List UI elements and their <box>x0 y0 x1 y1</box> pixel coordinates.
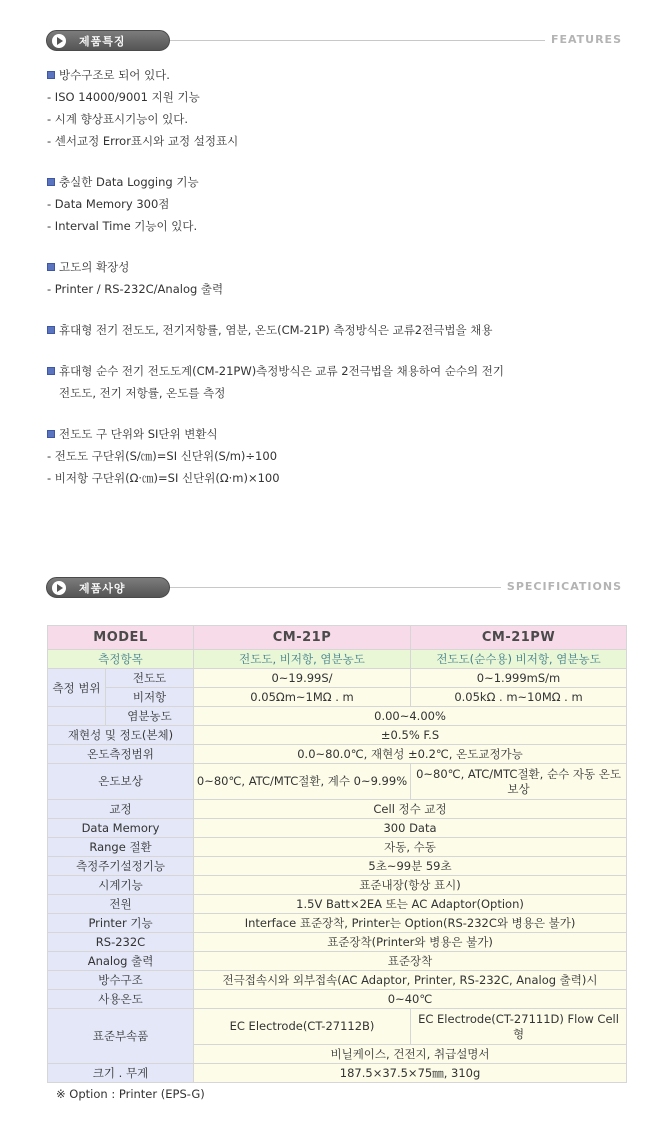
feature-group <box>47 360 627 404</box>
feature-line: - 시계 향상표시기능이 있다. <box>47 112 188 126</box>
square-bullet-icon <box>47 71 55 79</box>
table-cell: 사용온도 <box>48 990 194 1009</box>
table-cell: 시계기능 <box>48 876 194 895</box>
table-row <box>48 876 627 895</box>
features-header <box>46 30 622 52</box>
table-cell: 0.00~4.00% <box>194 707 627 726</box>
table-cell: EC Electrode(CT-27112B) <box>194 1009 411 1045</box>
table-cell: 전도도 <box>106 669 194 688</box>
table-cell: 187.5×37.5×75㎜, 310g <box>194 1064 627 1083</box>
table-cell: Range 절환 <box>48 838 194 857</box>
play-icon <box>52 34 66 48</box>
specs-header <box>46 577 622 599</box>
features-label: 제품특징 <box>79 35 126 48</box>
table-cell: ±0.5% F.S <box>194 726 627 745</box>
table-cell: 1.5V Batt×2EA 또는 AC Adaptor(Option) <box>194 895 627 914</box>
table-cell: 재현성 및 정도(본체) <box>48 726 194 745</box>
table-cell: 측정주기설정기능 <box>48 857 194 876</box>
feature-line: - Data Memory 300점 <box>47 197 170 211</box>
feature-line: - Interval Time 기능이 있다. <box>47 219 198 233</box>
table-cell: 방수구조 <box>48 971 194 990</box>
table-row <box>48 1009 627 1045</box>
model-cm21p: CM-21P <box>194 626 411 650</box>
feature-line: - ISO 14000/9001 지원 기능 <box>47 90 200 104</box>
table-row <box>48 971 627 990</box>
feature-line: - 비저항 구단위(Ω·㎝)=SI 신단위(Ω·m)×100 <box>47 471 280 485</box>
table-cell: 전도도, 비저항, 염분농도 <box>194 650 411 669</box>
table-row <box>48 626 627 650</box>
table-row <box>48 838 627 857</box>
table-cell: 표준장착 <box>194 952 627 971</box>
feature-line: - 센서교정 Error표시와 교정 설정표시 <box>47 134 239 148</box>
feature-heading: 휴대형 순수 전기 전도도계(CM-21PW)측정방식은 교류 2전극법을 채용하여 순수의 전기 <box>59 364 504 378</box>
table-row <box>48 688 627 707</box>
table-row <box>48 764 627 800</box>
table-row <box>48 895 627 914</box>
specs-label: 제품사양 <box>79 582 126 595</box>
model-header: MODEL <box>48 626 194 650</box>
specs-tag: SPECIFICATIONS <box>501 580 622 593</box>
feature-group <box>47 256 627 300</box>
table-cell: EC Electrode(CT-27111D) Flow Cell형 <box>411 1009 627 1045</box>
table-cell: 비저항 <box>106 688 194 707</box>
feature-group <box>47 171 627 237</box>
table-cell: 0.0~80.0℃, 재현성 ±0.2℃, 온도교정가능 <box>194 745 627 764</box>
feature-line: - 전도도 구단위(S/㎝)=SI 신단위(S/m)÷100 <box>47 449 278 463</box>
table-cell: 자동, 수동 <box>194 838 627 857</box>
table-cell: 비닐케이스, 건전지, 취급설명서 <box>194 1045 627 1064</box>
table-cell: Cell 정수 교정 <box>194 800 627 819</box>
table-row <box>48 650 627 669</box>
table-cell: 크기 . 무게 <box>48 1064 194 1083</box>
feature-group <box>47 319 627 341</box>
table-cell: 0~1.999mS/m <box>411 669 627 688</box>
table-cell: 전극접속시와 외부접속(AC Adaptor, Printer, RS-232C, Analog 출력)시 <box>194 971 627 990</box>
table-row <box>48 800 627 819</box>
feature-heading: 전도도 구 단위와 SI단위 변환식 <box>59 427 218 441</box>
table-cell: Data Memory <box>48 819 194 838</box>
option-note: ※ Option : Printer (EPS-G) <box>56 1087 205 1101</box>
table-cell: 염분농도 <box>106 707 194 726</box>
feature-line: 전도도, 전기 저항률, 온도를 측정 <box>59 386 226 400</box>
square-bullet-icon <box>47 430 55 438</box>
specs-tab <box>46 577 170 598</box>
feature-group <box>47 64 627 152</box>
table-cell: 0~19.99S/ <box>194 669 411 688</box>
table-cell: 0~40℃ <box>194 990 627 1009</box>
table-row <box>48 726 627 745</box>
table-cell: 표준장착(Printer와 병용은 불가) <box>194 933 627 952</box>
features-tag: FEATURES <box>545 33 622 46</box>
play-icon <box>52 581 66 595</box>
table-cell: 표준부속품 <box>48 1009 194 1064</box>
table-cell: 전원 <box>48 895 194 914</box>
square-bullet-icon <box>47 326 55 334</box>
feature-heading: 충실한 Data Logging 기능 <box>59 175 199 189</box>
table-cell: 전도도(순수용) 비저항, 염분농도 <box>411 650 627 669</box>
table-cell: RS-232C <box>48 933 194 952</box>
table-row <box>48 745 627 764</box>
table-cell: 0.05Ωm~1MΩ . m <box>194 688 411 707</box>
table-cell: 온도보상 <box>48 764 194 800</box>
table-cell: 교정 <box>48 800 194 819</box>
table-row <box>48 819 627 838</box>
table-cell: 표준내장(항상 표시) <box>194 876 627 895</box>
square-bullet-icon <box>47 178 55 186</box>
table-row <box>48 914 627 933</box>
table-cell: Interface 표준장착, Printer는 Option(RS-232C와 병용은 불가) <box>194 914 627 933</box>
table-row <box>48 933 627 952</box>
table-cell: 300 Data <box>194 819 627 838</box>
table-cell: Printer 기능 <box>48 914 194 933</box>
table-cell: 측정 범위 <box>48 669 106 707</box>
feature-group <box>47 423 627 489</box>
table-cell: 0~80℃, ATC/MTC절환, 순수 자동 온도 보상 <box>411 764 627 800</box>
feature-line: - Printer / RS-232C/Analog 출력 <box>47 282 224 296</box>
square-bullet-icon <box>47 367 55 375</box>
table-row <box>48 990 627 1009</box>
feature-heading: 휴대형 전기 전도도, 전기저항률, 염분, 온도(CM-21P) 측정방식은 교류2전극법을 채용 <box>59 323 493 337</box>
table-cell: 5초~99분 59초 <box>194 857 627 876</box>
table-cell: 0.05kΩ . m~10MΩ . m <box>411 688 627 707</box>
table-row <box>48 952 627 971</box>
feature-heading: 고도의 확장성 <box>59 260 130 274</box>
model-cm21pw: CM-21PW <box>411 626 627 650</box>
table-row <box>48 857 627 876</box>
square-bullet-icon <box>47 263 55 271</box>
table-row <box>48 669 627 688</box>
table-row <box>48 1064 627 1083</box>
features-tab <box>46 30 170 51</box>
feature-heading: 방수구조로 되어 있다. <box>59 68 170 82</box>
table-cell: 온도측정범위 <box>48 745 194 764</box>
table-cell: Analog 출력 <box>48 952 194 971</box>
features-list <box>47 64 627 508</box>
table-row <box>48 707 627 726</box>
table-cell: 0~80℃, ATC/MTC절환, 계수 0~9.99% <box>194 764 411 800</box>
spec-table <box>47 625 627 1083</box>
table-cell: 측정항목 <box>48 650 194 669</box>
